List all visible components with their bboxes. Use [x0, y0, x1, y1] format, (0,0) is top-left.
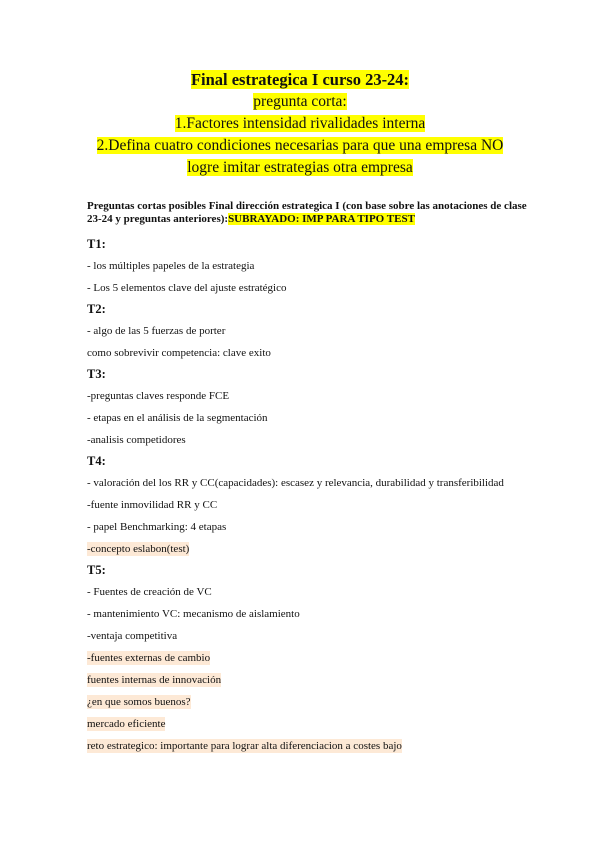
list-item: -analisis competidores	[87, 434, 186, 446]
list-item-highlighted: fuentes internas de innovación	[87, 674, 222, 686]
section-heading-t2: T2:	[87, 302, 106, 316]
list-item: - valoración del los RR y CC(capacidades): escasez y relevancia, durabilidad y transferibilidad	[87, 477, 504, 489]
list-item: -ventaja competitiva	[87, 630, 178, 642]
section-heading-t1: T1:	[87, 237, 106, 251]
exam-header	[0, 69, 600, 179]
section-heading-t4: T4:	[87, 454, 106, 468]
list-item: - algo de las 5 fuerzas de porter	[87, 325, 226, 337]
list-item: - etapas en el análisis de la segmentación	[87, 412, 268, 424]
list-item-highlighted: ¿en que somos buenos?	[87, 696, 191, 708]
section-heading-t5: T5:	[87, 563, 106, 577]
intro-text: Preguntas cortas posibles Final dirección estrategica I (con base sobre las anotaciones de clase 23-24 y preguntas anteriores):	[87, 200, 527, 225]
list-item: - mantenimiento VC: mecanismo de aislamiento	[87, 608, 300, 620]
intro-paragraph	[87, 200, 527, 226]
page-title: Final estrategica I curso 23-24:	[190, 70, 410, 89]
list-item-highlighted: mercado eficiente	[87, 718, 166, 730]
list-item-highlighted: reto estrategico: importante para lograr alta diferenciacion a costes bajo	[87, 740, 402, 752]
list-item: - Fuentes de creación de VC	[87, 586, 212, 598]
list-item-highlighted: -fuentes externas de cambio	[87, 652, 211, 664]
question-1: 1.Factores intensidad rivalidades interna	[174, 115, 426, 132]
list-item: - papel Benchmarking: 4 etapas	[87, 521, 227, 533]
subtitle: pregunta corta:	[253, 93, 347, 110]
list-item: - Los 5 elementos clave del ajuste estratégico	[87, 282, 287, 294]
list-item: -preguntas claves responde FCE	[87, 390, 230, 402]
list-item: como sobrevivir competencia: clave exito	[87, 347, 271, 359]
list-item: - los múltiples papeles de la estrategia	[87, 260, 255, 272]
intro-highlight: SUBRAYADO: IMP PARA TIPO TEST	[228, 213, 415, 225]
section-heading-t3: T3:	[87, 367, 106, 381]
list-item-highlighted: -concepto eslabon(test)	[87, 543, 190, 555]
question-2-line-1: 2.Defina cuatro condiciones necesarias para que una empresa NO	[96, 137, 504, 154]
list-item: -fuente inmovilidad RR y CC	[87, 499, 218, 511]
question-2-line-2: logre imitar estrategias otra empresa	[187, 159, 413, 176]
